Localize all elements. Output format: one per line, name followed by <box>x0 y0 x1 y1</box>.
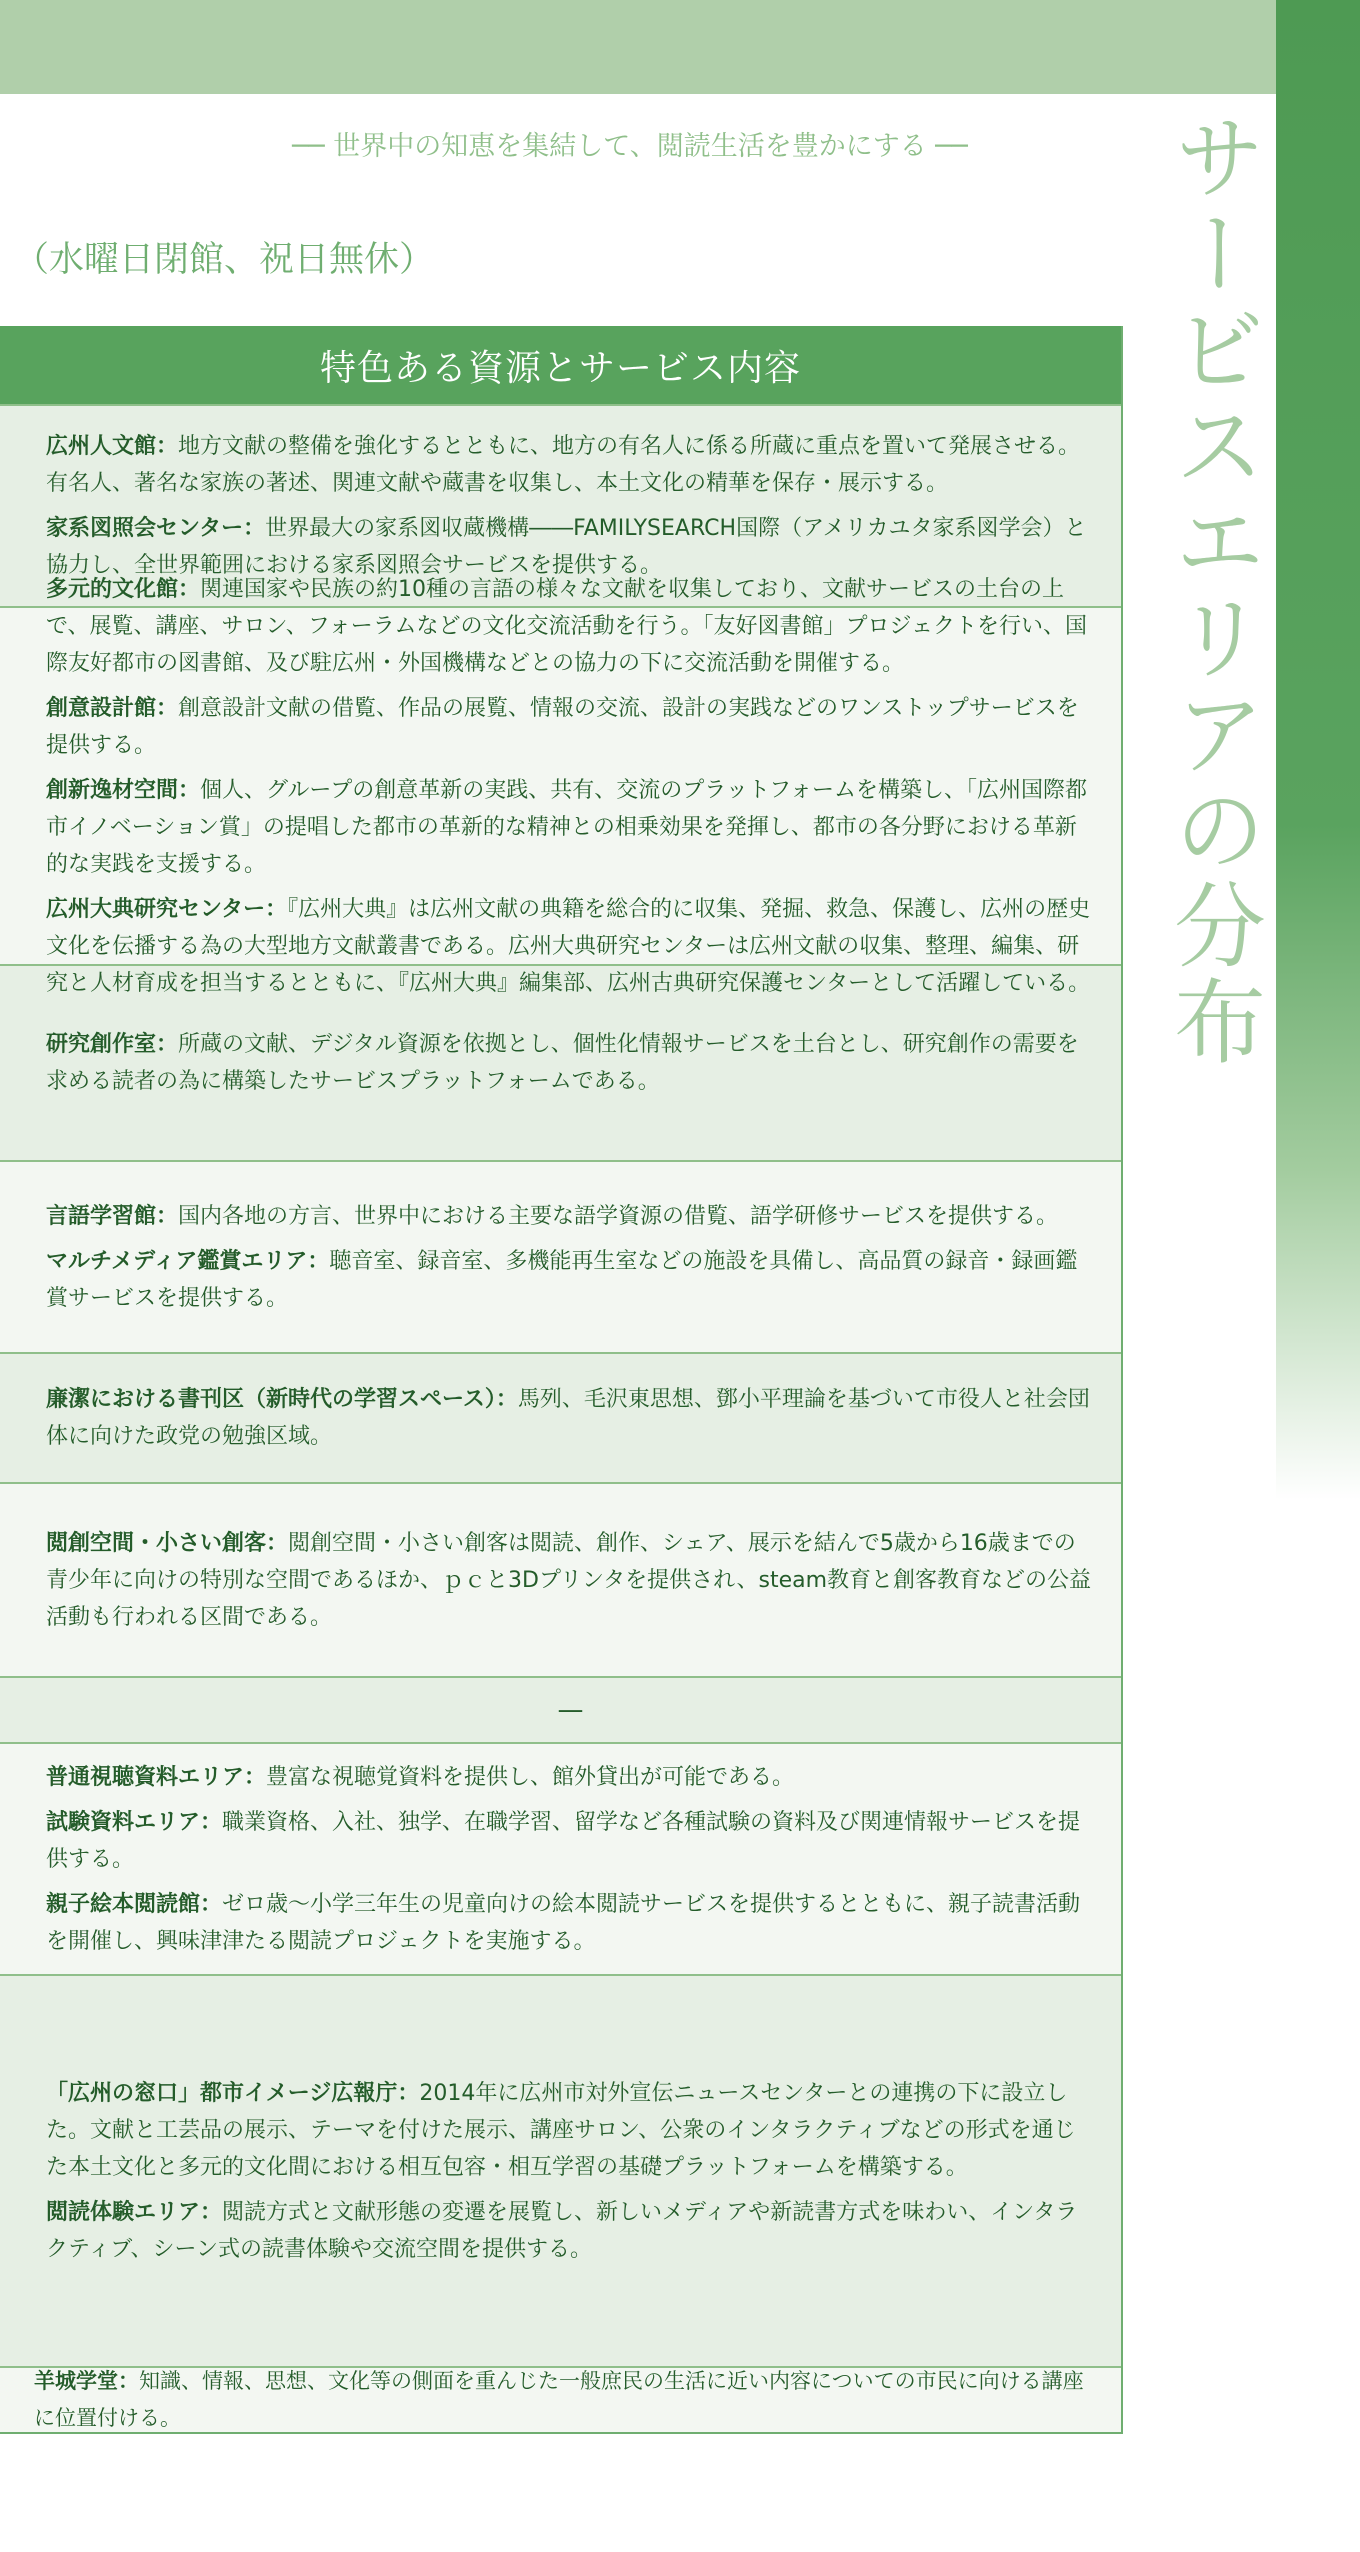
section-5 <box>0 1352 1121 1482</box>
entry-text: 『広州大典』は広州文献の典籍を総合的に収集、発掘、救急、保護し、広州の歴史文化を伝播する為の大型地方文献叢書である。広州大典研究センターは広州文献の収集、整理、編集、研究と人材育成を担当するとともに、『広州大典』編集部、広州古典研究保護センターとして活躍している。 <box>46 896 1091 996</box>
service-entry <box>46 772 1095 883</box>
entry-title: 広州大典研究センター： <box>46 896 288 922</box>
service-entry <box>46 1525 1095 1636</box>
side-decor-band <box>1276 0 1360 1500</box>
entry-text: 世界最大の家系図収蔵機構――FAMILYSEARCH国際（アメリカユタ家系図学会）と協力し、全世界範囲における家系図照会サービスを提供する。 <box>46 516 1087 578</box>
entry-text: 関連国家や民族の約10種の言語の様々な文献を収集しており、文献サービスの土台の上で、展覧、講座、サロン、フォーラムなどの文化交流活動を行う。「友好図書館」プロジェクトを行い、国際友好都市の図書館、及び駐広州・外国機構などとの協力の下に交流活動を開催する。 <box>46 576 1088 676</box>
section-9 <box>0 1974 1121 2366</box>
service-entry <box>46 690 1095 764</box>
service-entry <box>46 1759 1095 1796</box>
entry-text: 聴音室、録音室、多機能再生室などの施設を具備し、高品質の録音・録画鑑賞サービスを提供する。 <box>46 1248 1078 1311</box>
entry-title: 「広州の窓口」都市イメージ広報庁： <box>46 2080 420 2106</box>
entry-text: 知識、情報、思想、文化等の側面を重んじた一般庶民の生活に近い内容についての市民に向ける講座に位置付ける。 <box>34 2369 1084 2430</box>
side-title: サービスエリアの分布 <box>1159 110 1266 1070</box>
section-6 <box>0 1482 1121 1676</box>
entry-title: マルチメディア鑑賞エリア： <box>46 1248 330 1274</box>
entry-title: 親子絵本閲読館： <box>46 1891 223 1917</box>
service-entry <box>34 2363 1095 2437</box>
section-7 <box>0 1676 1121 1742</box>
entry-text: 創意設計文献の借覧、作品の展覧、情報の交流、設計の実践などのワンストップサービスを提供する。 <box>46 695 1079 758</box>
entry-title: 普通視聴資料エリア： <box>46 1764 267 1790</box>
section-8 <box>0 1742 1121 1974</box>
divider-dash: — <box>557 1695 584 1725</box>
section-2 <box>0 576 1121 996</box>
entry-title: 研究創作室： <box>46 1032 179 1057</box>
entry-text: 2014年に広州市対外宣伝ニュースセンターとの連携の下に設立した。文献と工芸品の展示、テーマを付けた展示、講座サロン、公衆のインタラクティブなどの形式を通じた本土文化と多元的文化間における相互包容・相互学習の基礎プラットフォームを構築する。 <box>46 2080 1076 2180</box>
entry-text: ゼロ歳～小学三年生の児童向けの絵本閲読サービスを提供するとともに、親子読書活動を開催し、興味津津たる閲読プロジェクトを実施する。 <box>46 1891 1081 1954</box>
entry-title: 廉潔における書刊区（新時代の学習スペース）： <box>46 1387 518 1412</box>
service-entry <box>46 1198 1095 1235</box>
entry-text: 所蔵の文献、デジタル資源を依拠とし、個性化情報サービスを土台とし、研究創作の需要を求める読者の為に構築したサービスプラットフォームである。 <box>46 1032 1079 1094</box>
entry-title: 広州人文館： <box>46 434 179 459</box>
services-panel <box>0 326 1123 2434</box>
entry-title: 羊城学堂： <box>34 2369 139 2393</box>
entry-text: 馬列、毛沢東思想、鄧小平理論を基づいて市役人と社会団体に向けた政党の勉強区域。 <box>46 1387 1090 1449</box>
entry-title: 創意設計館： <box>46 695 179 721</box>
service-entry <box>46 2075 1095 2186</box>
closing-days-note: （水曜日閉館、祝日無休） <box>14 240 435 280</box>
tagline: ── 世界中の知恵を集結して、閲読生活を豊かにする ── <box>292 131 968 162</box>
entry-title: 創新逸材空間： <box>46 777 201 803</box>
service-entry <box>46 571 1095 682</box>
service-entry <box>46 428 1095 502</box>
service-entry <box>46 1886 1095 1960</box>
service-entry <box>46 1243 1095 1317</box>
entry-text: 地方文献の整備を強化するとともに、地方の有名人に係る所蔵に重点を置いて発展させる。有名人、著名な家族の著述、関連文献や蔵書を収集し、本土文化の精華を保存・展示する。 <box>46 434 1081 496</box>
service-entry <box>46 1381 1095 1455</box>
entry-text: 国内各地の方言、世界中における主要な語学資源の借覧、語学研修サービスを提供する。 <box>178 1203 1059 1229</box>
entry-title: 試験資料エリア： <box>46 1809 223 1835</box>
entry-title: 閲創空間・小さい創客： <box>46 1530 289 1556</box>
section-10 <box>0 2366 1121 2432</box>
panel-header: 特色ある資源とサービス内容 <box>0 326 1121 404</box>
entry-text: 豊富な視聴覚資料を提供し、館外貸出が可能である。 <box>266 1764 795 1790</box>
service-entry <box>46 1804 1095 1878</box>
entry-title: 多元的文化館： <box>46 576 201 602</box>
service-entry <box>46 891 1095 1002</box>
top-decor-band <box>0 0 1276 94</box>
entry-text: 職業資格、入社、独学、在職学習、留学など各種試験の資料及び関連情報サービスを提供する。 <box>46 1809 1081 1872</box>
entry-text: 閲読方式と文献形態の変遷を展覧し、新しいメディアや新読書方式を味わい、インタラクティブ、シーン式の読書体験や交流空間を提供する。 <box>46 2199 1078 2262</box>
entry-title: 家系図照会センター： <box>46 516 266 541</box>
entry-text: 個人、グループの創意革新の実践、共有、交流のプラットフォームを構築し、「広州国際都市イノベーション賞」の提唱した都市の革新的な精神との相乗効果を発揮し、都市の各分野における革新的な実践を支援する。 <box>46 777 1088 877</box>
section-4 <box>0 1160 1121 1352</box>
entry-text: 閲創空間・小さい創客は閲読、創作、シェア、展示を結んで5歳から16歳までの青少年に向けの特別な空間であるほか、ｐｃと3Dプリンタを提供され、steam教育と創客教育などの公益活動も行われる区間である。 <box>46 1530 1092 1630</box>
entry-title: 閲読体験エリア： <box>46 2199 223 2225</box>
service-entry <box>46 1026 1095 1100</box>
entry-title: 言語学習館： <box>46 1203 179 1229</box>
service-entry <box>46 2194 1095 2268</box>
